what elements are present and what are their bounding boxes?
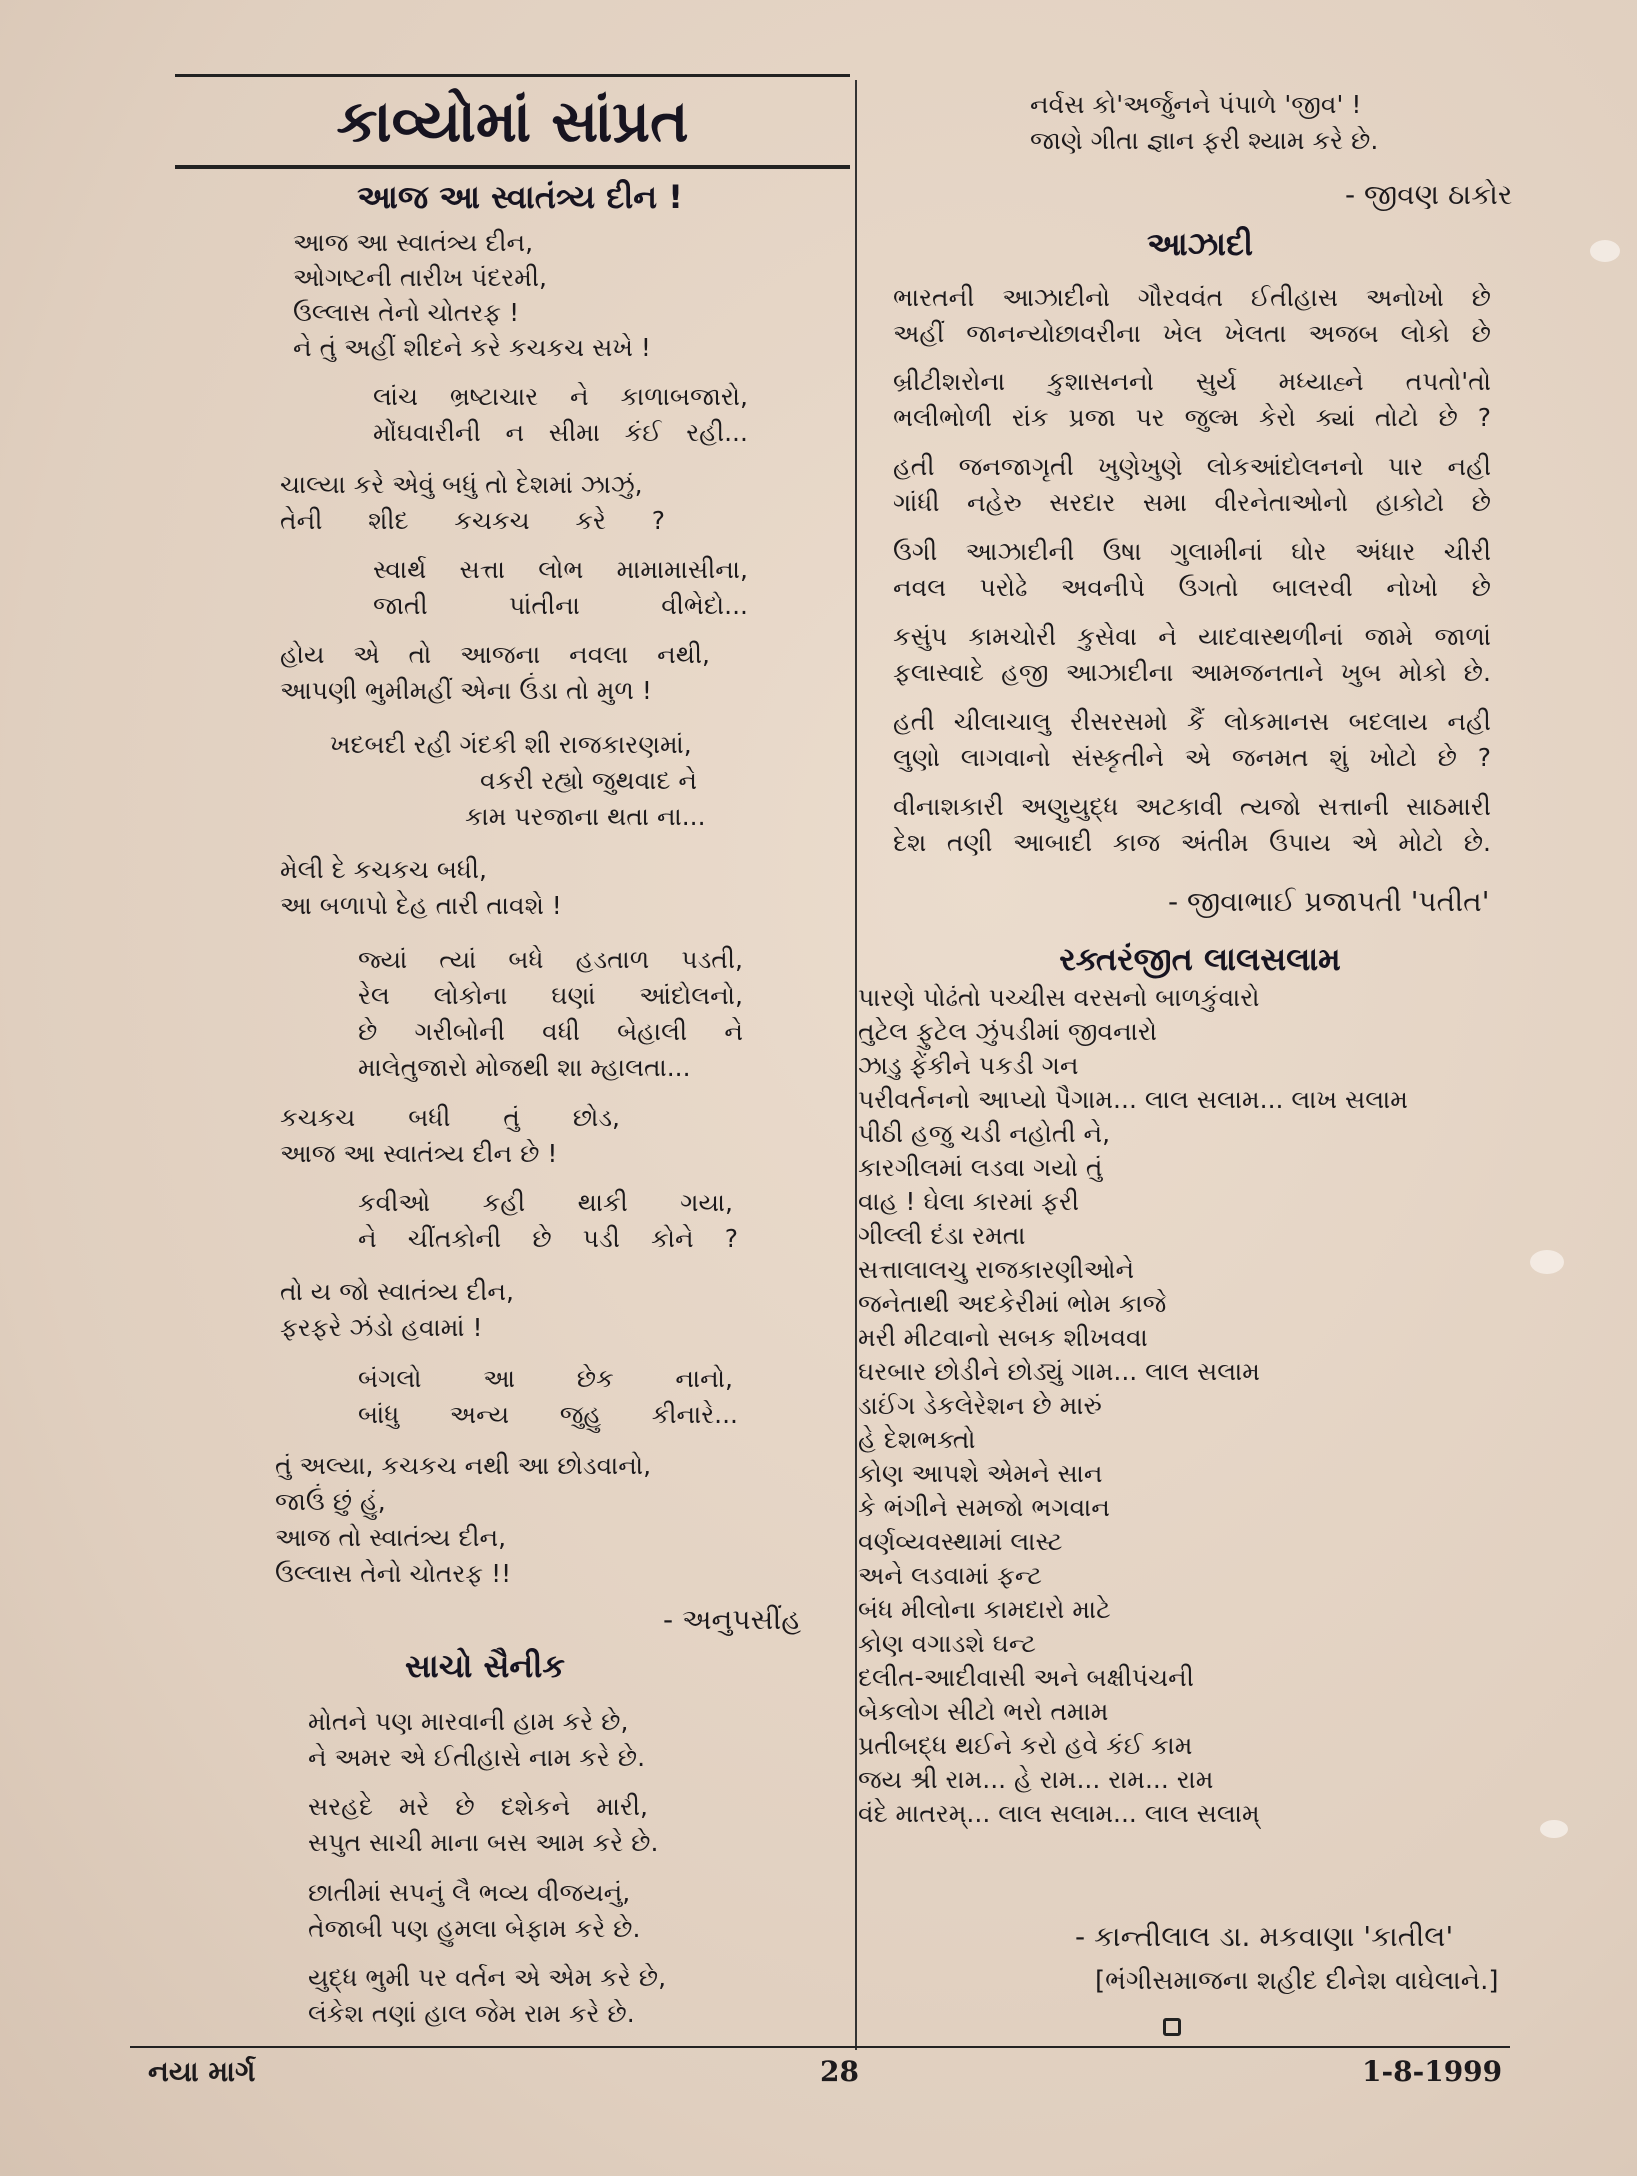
poem1-line: આજ તો સ્વાતંત્ર્ય દીન, <box>275 1523 507 1552</box>
poem4-line: વંદે માતરમ્... લાલ સલામ... લાલ સલામ્ <box>858 1799 1260 1828</box>
poem2-line: નર્વસ કો'અર્જુનને પંપાળે 'જીવ' ! <box>1030 90 1362 119</box>
poem1-line: આજ આ સ્વાતંત્ર્ય દીન છે ! <box>280 1139 558 1168</box>
poem3-line: વીનાશકારી અણુયુદ્ધ અટકાવી ત્યજો સત્તાની સાઠમારી <box>893 792 1491 821</box>
poem1-line: સ્વાર્થ સત્તા લોભ મામામાસીના, <box>373 555 748 584</box>
poem4-line: કોણ આપશે એમને સાન <box>858 1459 1103 1488</box>
poem4-line: પ્રતીબદ્ધ થઈને કરો હવે કંઈ કામ <box>858 1731 1193 1760</box>
poem1-line: ઉલ્લાસ તેનો ચોતરફ ! <box>293 298 520 327</box>
poem2-line: તેજાબી પણ હુમલા બેફામ કરે છે. <box>308 1914 641 1943</box>
poem1-title: આજ આ સ્વાતંત્ર્ય દીન ! <box>357 178 683 216</box>
poem2-line: મોતને પણ મારવાની હામ કરે છે, <box>308 1707 629 1736</box>
poem4-line: વાહ ! ઘેલા કારમાં ફરી <box>858 1187 1080 1216</box>
poem1-line: બાંધુ અન્ય જુહુ કીનારે... <box>358 1400 738 1429</box>
poem3-line: ઉગી આઝાદીની ઉષા ગુલામીનાં ઘોર અંધાર ચીરી <box>893 537 1491 566</box>
poem4-line: સત્તાલાલચુ રાજકારણીઓને <box>858 1255 1135 1284</box>
poem1-line: છે ગરીબોની વધી બેહાલી ને <box>358 1017 743 1046</box>
poem1-line: તું અલ્યા, કચકચ નથી આ છોડવાનો, <box>275 1451 652 1480</box>
poem3-title: આઝાદી <box>1146 225 1254 263</box>
poem1-line: તેની શીદ કચકચ કરે ? <box>280 506 665 535</box>
poem3-line: ભારતની આઝાદીનો ગૌરવવંત ઈતીહાસ અનોખો છે <box>893 283 1491 312</box>
paper-wear-mark <box>1530 1250 1564 1274</box>
poem4-line: પીઠી હજુ ચડી નહોતી ને, <box>858 1119 1111 1148</box>
footer-rule <box>130 2046 1510 2048</box>
poem2-line: છાતીમાં સપનું લૈ ભવ્ય વીજયનું, <box>308 1878 631 1907</box>
poem1-line: રેલ લોકોના ઘણાં આંદોલનો, <box>358 981 743 1010</box>
poem4-line: કારગીલમાં લડવા ગયો તું <box>858 1153 1103 1182</box>
poem1-line: કવીઓ કહી થાકી ગયા, <box>358 1188 733 1217</box>
poem1-line: કચકચ બધી તું છોડ, <box>280 1103 620 1132</box>
poem4-line: ઘરબાર છોડીને છોડ્યું ગામ... લાલ સલામ <box>858 1357 1260 1386</box>
poem4-line: ઝાડુ ફેંકીને પકડી ગન <box>858 1051 1079 1080</box>
footer-page-number: 28 <box>820 2055 859 2088</box>
poem3-author: - જીવાભાઈ પ્રજાપતી 'પતીત' <box>1168 885 1490 918</box>
poem2-author: - જીવણ ઠાકોર <box>1345 178 1513 211</box>
poem2-line: જાણે ગીતા જ્ઞાન ફરી શ્યામ કરે છે. <box>1030 126 1379 155</box>
poem1-line: આ બળાપો દેહ તારી તાવશે ! <box>280 891 562 920</box>
poem2-line: સરહદે મરે છે દશેકને મારી, <box>308 1792 648 1821</box>
poem3-line: ગાંધી નહેરુ સરદાર સમા વીરનેતાઓનો હાકોટો છે <box>893 488 1491 517</box>
poem3-line: કસુંપ કામચોરી કુસેવા ને યાદવાસ્થળીનાં જામે જાળાં <box>893 622 1491 651</box>
poem2-title: સાચો સૈનીક <box>404 1647 565 1685</box>
poem4-line: ગીલ્લી દંડા રમતા <box>858 1221 1026 1250</box>
poem2-line: ને અમર એ ઈતીહાસે નામ કરે છે. <box>308 1743 646 1772</box>
poem4-line: દલીત-આદીવાસી અને બક્ષીપંચની <box>858 1663 1194 1692</box>
poem4-line: બંધ મીલોના કામદારો માટે <box>858 1595 1111 1624</box>
poem4-line: અને લડવામાં ફન્ટ <box>858 1561 1042 1590</box>
poem1-line: જાતી પાંતીના વીભેદો... <box>373 591 748 620</box>
poem1-line: જાઉં છું હું, <box>275 1487 386 1516</box>
poem1-line: લાંચ ભ્રષ્ટાચાર ને કાળાબજારો, <box>373 382 748 411</box>
poem1-line: ફરફરે ઝંડો હવામાં ! <box>280 1313 483 1342</box>
poem1-line: તો ય જો સ્વાતંત્ર્ય દીન, <box>280 1277 514 1306</box>
poem4-line: કોણ વગાડશે ઘન્ટ <box>858 1629 1036 1658</box>
poem1-line: કામ પરજાના થતા ના... <box>465 802 706 831</box>
poem1-line: ઉલ્લાસ તેનો ચોતરફ !! <box>275 1559 512 1588</box>
poem2-line: લંકેશ તણાં હાલ જેમ રામ કરે છે. <box>308 1999 635 2028</box>
poem4-line: ડાઈંગ ડેકલેરેશન છે મારું <box>858 1391 1102 1420</box>
poem2-line: યુદ્ધ ભુમી પર વર્તન એ એમ કરે છે, <box>308 1963 667 1992</box>
poem1-line: ઓગષ્ટની તારીખ પંદરમી, <box>293 263 547 292</box>
poem3-line: હતી ચીલાચાલુ રીસરસમો કૈં લોકમાનસ બદલાય નહી <box>893 707 1491 736</box>
poem4-line: પારણે પોઢંતો પચ્ચીસ વરસનો બાળકુંવારો <box>858 983 1260 1012</box>
poem4-line: પરીવર્તનનો આપ્યો પૈગામ... લાલ સલામ... લાખ સલામ <box>858 1085 1408 1114</box>
poem1-line: વકરી રહ્યો જુથવાદ ને <box>480 766 697 795</box>
poem4-line: જનેતાથી અદકેરીમાં ભોમ કાજે <box>858 1289 1167 1318</box>
poem3-line: હતી જનજાગૃતી ખુણેખુણે લોકઆંદોલનનો પાર નહી <box>893 452 1491 481</box>
poem3-line: ભલીભોળી રાંક પ્રજા પર જુલ્મ કેરો ક્યાં તોટો છે ? <box>893 403 1491 432</box>
poem1-line: માલેતુજારો મોજથી શા મ્હાલતા... <box>358 1053 691 1082</box>
poem1-line: ને ચીંતકોની છે પડી કોને ? <box>358 1224 738 1253</box>
poem2-line: સપુત સાચી માના બસ આમ કરે છે. <box>308 1828 659 1857</box>
poem1-line: આપણી ભુમીમહીં એના ઉંડા તો મુળ ! <box>280 676 652 705</box>
poem4-line: તુટેલ ફુટેલ ઝુંપડીમાં જીવનારો <box>858 1017 1158 1046</box>
poem3-line: ફલાસ્વાદે હજી આઝાદીના આમજનતાને ખુબ મોકો છે. <box>893 658 1491 687</box>
poem1-line: જ્યાં ત્યાં બધે હડતાળ પડતી, <box>358 945 743 974</box>
column-divider <box>855 80 857 2050</box>
poem3-line: લુણો લાગવાનો સંસ્કૃતીને એ જનમત શું ખોટો છે ? <box>893 743 1491 772</box>
poem1-author: - અનુપસીંહ <box>663 1603 802 1636</box>
poem1-line: બંગલો આ છેક નાનો, <box>358 1364 733 1393</box>
poem3-line: નવલ પરોઢે અવનીપે ઉગતો બાલરવી નોખો છે <box>893 573 1491 602</box>
footer-publication: નયા માર્ગ <box>148 2055 256 2088</box>
poem1-line: મેલી દે કચકચ બધી, <box>280 855 487 884</box>
paper-wear-mark <box>1540 1820 1568 1838</box>
poem3-line: દેશ તણી આબાદી કાજ અંતીમ ઉપાય એ મોટો છે. <box>893 828 1491 857</box>
poem1-line: આજ આ સ્વાતંત્ર્ય દીન, <box>293 228 534 257</box>
poem1-line: ખદબદી રહી ગંદકી શી રાજકારણમાં, <box>330 730 692 759</box>
paper-wear-mark <box>1590 240 1620 262</box>
poem4-line: જય શ્રી રામ... હે રામ... રામ... રામ <box>858 1765 1214 1794</box>
poem4-line: વર્ણવ્યવસ્થામાં લાસ્ટ <box>858 1527 1063 1556</box>
masthead-title: કાવ્યોમાં સાંપ્રત <box>336 86 689 155</box>
poem4-line: કે ભંગીને સમજો ભગવાન <box>858 1493 1110 1522</box>
poem4-line: બેકલોગ સીટો ભરો તમામ <box>858 1697 1109 1726</box>
footer-date: 1-8-1999 <box>1362 2055 1503 2088</box>
poem1-line: ચાલ્યા કરે એવું બધું તો દેશમાં ઝાઝું, <box>280 470 643 499</box>
poem4-author: - કાન્તીલાલ ડા. મકવાણા 'કાતીલ' <box>1075 1920 1454 1953</box>
end-mark-icon <box>1163 2018 1181 2036</box>
poem4-line: મરી મીટવાનો સબક શીખવવા <box>858 1323 1148 1352</box>
poem3-line: બ્રીટીશરોના કુશાસનનો સુર્ય મધ્યાહ્ને તપતો'તો <box>893 367 1491 396</box>
poem4-title: રક્તરંજીત લાલસલામ <box>1059 940 1341 978</box>
poem1-line: હોય એ તો આજના નવલા નથી, <box>280 640 710 669</box>
poem4-line: હે દેશભક્તો <box>858 1425 976 1454</box>
poem3-line: અહીં જાનન્યોછાવરીના ખેલ ખેલતા અજબ લોકો છે <box>893 319 1491 348</box>
poem1-line: ને તું અહીં શીદને કરે કચકચ સખે ! <box>293 333 651 362</box>
poem1-line: મોંઘવારીની ન સીમા કંઈ રહી... <box>373 418 748 447</box>
poem4-dedication: [ભંગીસમાજના શહીદ દીનેશ વાઘેલાને.] <box>1095 1966 1499 1996</box>
